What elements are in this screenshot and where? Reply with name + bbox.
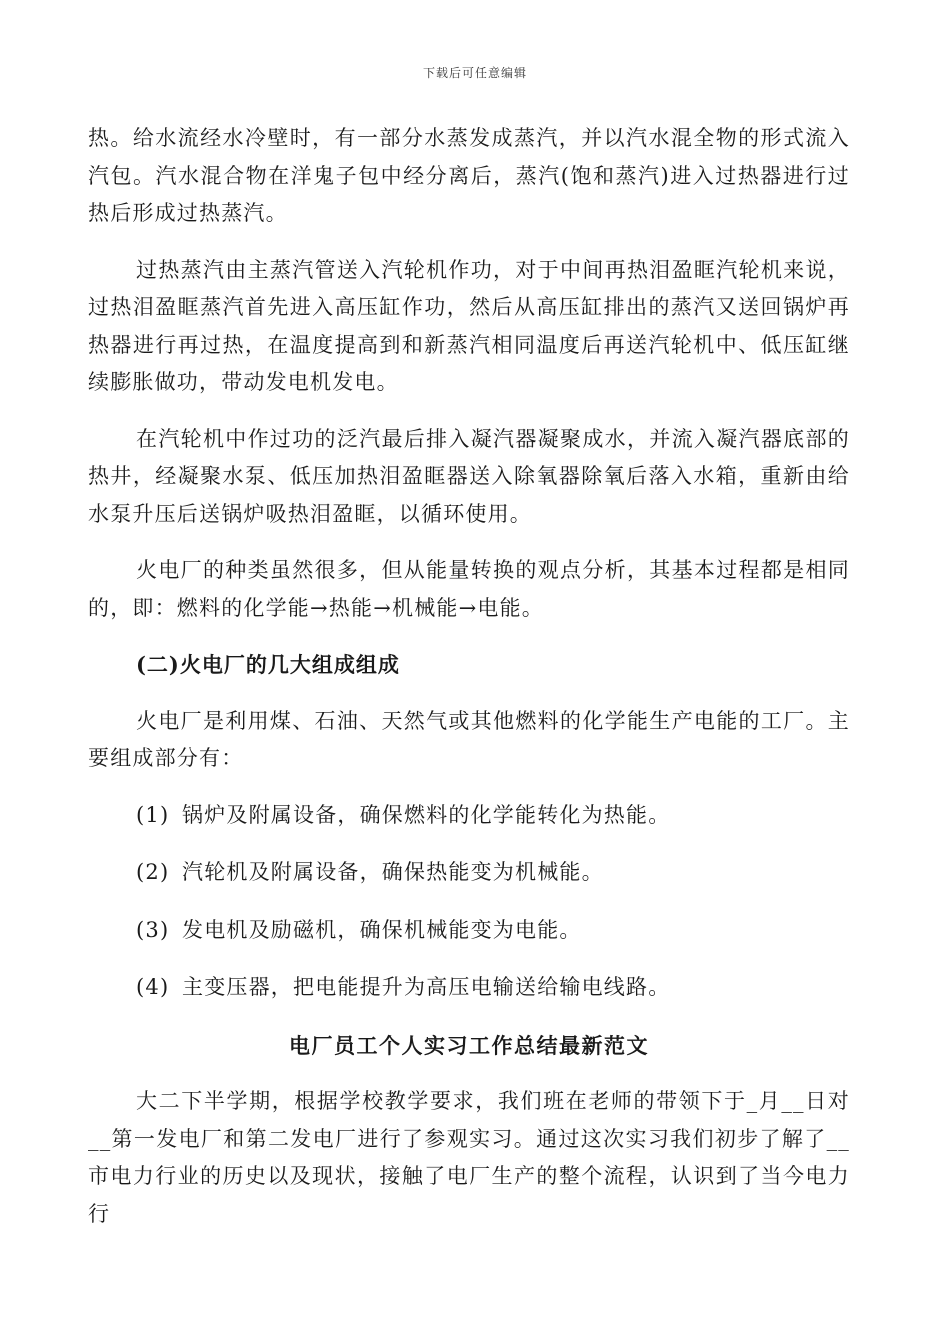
list-item-3 bbox=[136, 912, 850, 950]
list-number: (2) bbox=[136, 860, 170, 884]
list-item-4 bbox=[136, 969, 850, 1007]
list-text: 发电机及励磁机，确保机械能变为电能。 bbox=[182, 917, 582, 942]
paragraph-1: 热。给水流经水冷壁时，有一部分水蒸发成蒸汽，并以汽水混全物的形式流入汽包。汽水混合物在洋鬼子包中经分离后，蒸汽(饱和蒸汽)进入过热器进行过热后形成过热蒸汽。 bbox=[88, 126, 850, 225]
section-heading: (二)火电厂的几大组成组成 bbox=[136, 652, 400, 677]
list-text: 锅炉及附属设备，确保燃料的化学能转化为热能。 bbox=[182, 802, 671, 827]
paragraph-2: 过热蒸汽由主蒸汽管送入汽轮机作功，对于中间再热泪盈眶汽轮机来说，过热泪盈眶蒸汽首先进入高压缸作功，然后从高压缸排出的蒸汽又送回锅炉再热器进行再过热，在温度提高到和新蒸汽相同温度后再送汽轮机中、低压缸继续膨胀做功，带动发电机发电。 bbox=[88, 257, 850, 394]
article-title: 电厂员工个人实习工作总结最新范文 bbox=[289, 1032, 649, 1058]
list-text: 汽轮机及附属设备，确保热能变为机械能。 bbox=[182, 860, 604, 884]
section-intro: 火电厂是利用煤、石油、天然气或其他燃料的化学能生产电能的工厂。主要组成部分有： bbox=[88, 708, 850, 770]
list-number: (4) bbox=[136, 975, 170, 999]
paragraph-3: 在汽轮机中作过功的泛汽最后排入凝汽器凝聚成水，并流入凝汽器底部的热井，经凝聚水泵、低压加热泪盈眶器送入除氧器除氧后落入水箱，重新由给水泵升压后送锅炉吸热泪盈眶，以循环使用。 bbox=[88, 426, 850, 526]
paragraph-4: 火电厂的种类虽然很多，但从能量转换的观点分析，其基本过程都是相同的，即：燃料的化学能→热能→机械能→电能。 bbox=[88, 558, 850, 620]
list-number: (1) bbox=[136, 802, 170, 827]
list-text: 主变压器，把电能提升为高压电输送给输电线路。 bbox=[182, 975, 671, 999]
list-number: (3) bbox=[136, 917, 170, 942]
page-header: 下载后可任意编辑 bbox=[422, 66, 527, 80]
document-body bbox=[88, 120, 850, 1252]
list-item-2 bbox=[136, 854, 850, 892]
article-paragraph: 大二下半学期，根据学校教学要求，我们班在老师的带领下于_月__日对__第一发电厂和第二发电厂进行了参观实习。通过这次实习我们初步了解了__市电力行业的历史以及现状，接触了电厂生产的整个流程，认识到了当今电力行 bbox=[88, 1089, 850, 1226]
list-item-1 bbox=[136, 797, 850, 835]
